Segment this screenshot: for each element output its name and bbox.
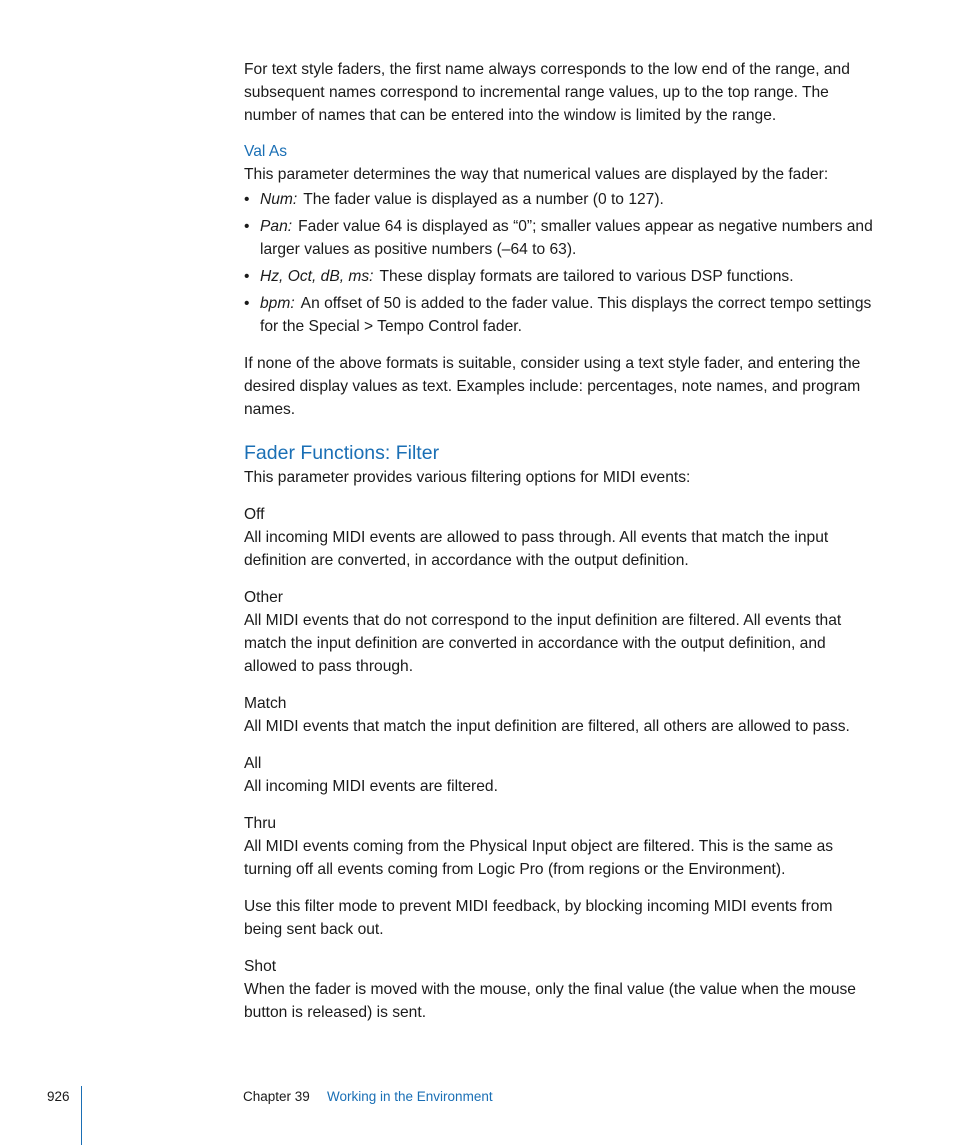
bullet-pan [244, 215, 874, 261]
chapter-label: Chapter 39 [243, 1089, 310, 1104]
section-title: Fader Functions: Filter [244, 442, 440, 464]
page-number: 926 [47, 1089, 70, 1104]
mode-text-match: All MIDI events that match the input definition are filtered, all others are allowed to pass. [244, 718, 850, 735]
bullet-term: Hz, Oct, dB, ms: [260, 268, 374, 285]
mode-text-thru: All MIDI events coming from the Physical Input object are filtered. This is the same as turning off all events coming from Logic Pro (from regions or the Environment). [244, 838, 834, 878]
mode-heading-thru: Thru [244, 815, 277, 832]
bullet-term: Num: [260, 191, 298, 208]
mode-text-all: All incoming MIDI events are filtered. [244, 778, 498, 795]
bullet-term: bpm: [260, 295, 295, 312]
bullet-text: An offset of 50 is added to the fader value. This displays the correct tempo settings for the Special > Tempo Control fader. [260, 295, 872, 335]
val-as-bullet-list [244, 188, 874, 338]
bullet-term: Pan: [260, 218, 293, 235]
mode-text-shot: When the fader is moved with the mouse, only the final value (the value when the mouse button is released) is sent. [244, 981, 856, 1021]
bullet-num [244, 188, 874, 211]
bullet-text: These display formats are tailored to various DSP functions. [379, 268, 794, 285]
val-as-closing: If none of the above formats is suitable, consider using a text style fader, and entering the desired display values as text. Examples include: percentages, note names, and program names. [244, 355, 861, 418]
mode-extra-thru: Use this filter mode to prevent MIDI feedback, by blocking incoming MIDI events from being sent back out. [244, 898, 833, 938]
bullet-text: Fader value 64 is displayed as “0”; smaller values appear as negative numbers and larger values as positive numbers (–64 to 63). [260, 218, 873, 258]
page-content [244, 58, 874, 1024]
bullet-text: The fader value is displayed as a number (0 to 127). [303, 191, 664, 208]
intro-paragraph: For text style faders, the first name always corresponds to the low end of the range, and subsequent names correspond to incremental range values, up to the top range. The number of names that can be entered into the window is limited by the range. [244, 61, 850, 124]
bullet-dot: • [244, 191, 250, 208]
bullet-bpm [244, 292, 874, 338]
mode-heading-all: All [244, 755, 262, 772]
page-footer [0, 1086, 954, 1145]
chapter-title-link[interactable]: Working in the Environment [327, 1089, 493, 1104]
mode-text-off: All incoming MIDI events are allowed to pass through. All events that match the input definition are converted, in accordance with the output definition. [244, 529, 829, 569]
mode-text-other: All MIDI events that do not correspond to the input definition are filtered. All events that match the input definition are converted in accordance with the output definition, and allowed to pass through. [244, 612, 842, 675]
filter-description: This parameter provides various filtering options for MIDI events: [244, 469, 691, 486]
val-as-description: This parameter determines the way that numerical values are displayed by the fader: [244, 166, 829, 183]
bullet-dot: • [244, 295, 250, 312]
footer-divider [81, 1086, 82, 1145]
mode-heading-other: Other [244, 589, 283, 606]
bullet-dot: • [244, 218, 250, 235]
mode-heading-match: Match [244, 695, 287, 712]
bullet-dsp-formats [244, 265, 874, 288]
val-as-heading: Val As [244, 143, 288, 160]
bullet-dot: • [244, 268, 250, 285]
mode-heading-shot: Shot [244, 958, 277, 975]
mode-heading-off: Off [244, 506, 265, 523]
